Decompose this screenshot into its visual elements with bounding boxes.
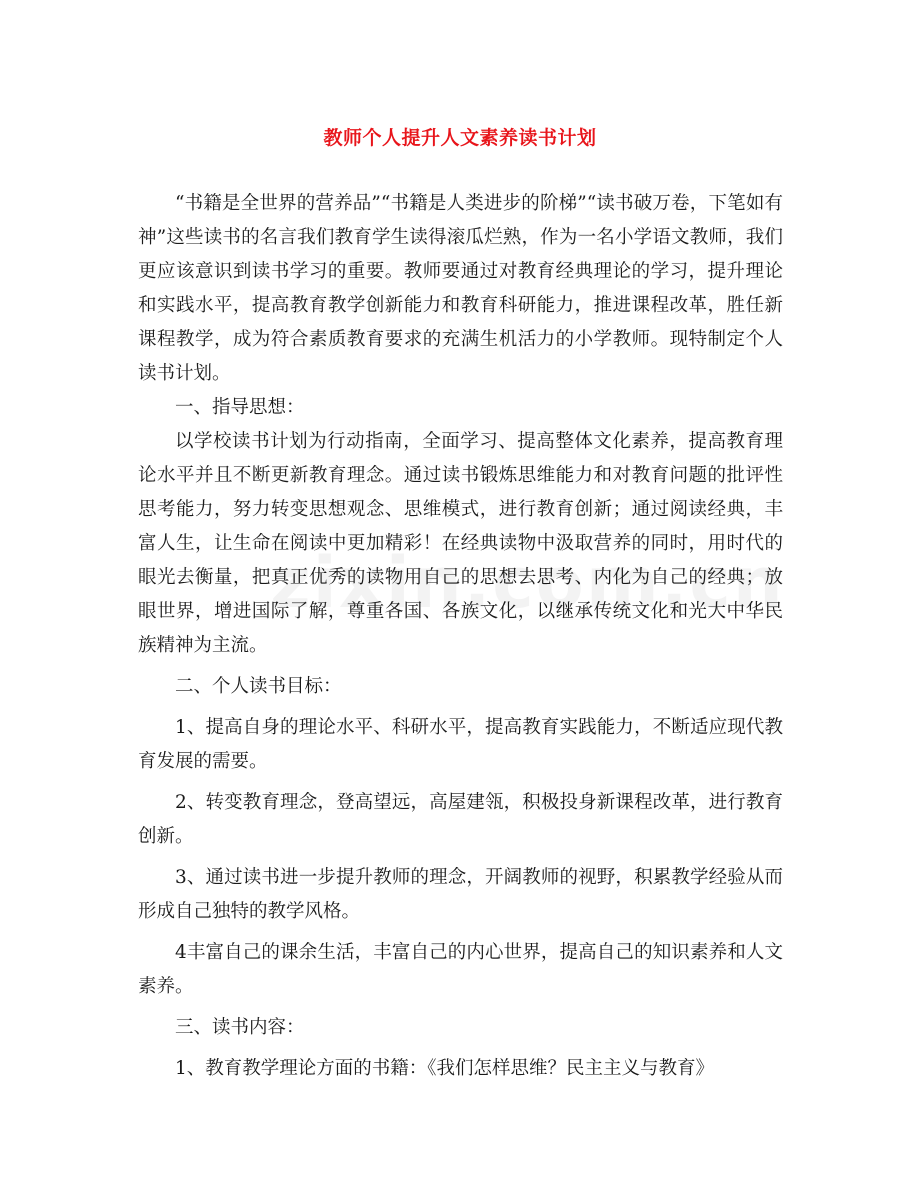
goal-item-2: 2、转变教育理念，登高望远，高屋建瓴，积极投身新课程改革，进行教育创新。	[138, 792, 783, 847]
document-title: 教师个人提升人文素养读书计划	[323, 127, 597, 149]
section-heading-guiding-thought: 一、指导思想：	[175, 397, 305, 418]
section-heading-reading-content: 三、读书内容：	[175, 1017, 305, 1038]
section-heading-reading-goals: 二、个人读书目标：	[175, 676, 342, 697]
goal-item-3: 3、通过读书进一步提升教师的理念，开阔教师的视野，积累教学经验从而形成自己独特的教学风格。	[138, 867, 783, 922]
goal-item-4: 4丰富自己的课余生活，丰富自己的内心世界，提高自己的知识素养和人文素养。	[138, 942, 783, 997]
goal-item-1: 1、提高自身的理论水平、科研水平，提高教育实践能力，不断适应现代教育发展的需要。	[138, 717, 783, 772]
intro-paragraph: “书籍是全世界的营养品”“书籍是人类进步的阶梯”“读书破万卷，下笔如有神”这些读书的名言我们教育学生读得滚瓜烂熟，作为一名小学语文教师，我们更应该意识到读书学习的重要。教师要通过对教育经典理论的学习，提升理论和实践水平，提高教育教学创新能力和教育科研能力，推进课程改革，胜任新课程教学，成为符合素质教育要求的充满生机活力的小学教师。现特制定个人读书计划。	[138, 193, 783, 384]
document-body	[138, 187, 783, 1086]
guiding-thought-paragraph: 以学校读书计划为行动指南，全面学习、提高整体文化素养，提高教育理论水平并且不断更新教育理念。通过读书锻炼思维能力和对教育问题的批评性思考能力，努力转变思想观念、思维模式，进行教育创新；通过阅读经典，丰富人生，让生命在阅读中更加精彩！在经典读物中汲取营养的同时，用时代的眼光去衡量，把真正优秀的读物用自己的思想去思考、内化为自己的经典；放眼世界，增进国际了解，尊重各国、各族文化，以继承传统文化和光大中华民族精神为主流。	[138, 431, 783, 656]
content-item-1: 1、教育教学理论方面的书籍：《我们怎样思维？民主主义与教育》	[175, 1058, 715, 1079]
